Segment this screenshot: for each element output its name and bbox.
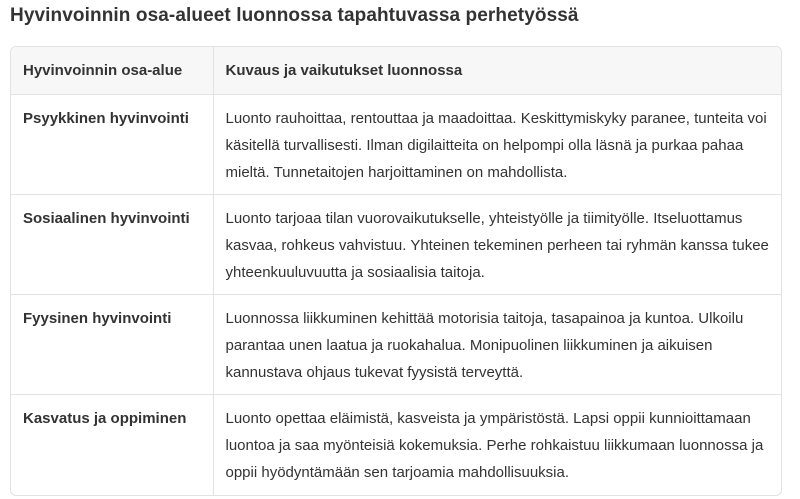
row-area-cell: Kasvatus ja oppiminen	[11, 395, 213, 495]
wellbeing-table-container	[10, 46, 782, 496]
table-header-row	[11, 47, 781, 95]
row-area-cell: Sosiaalinen hyvinvointi	[11, 195, 213, 295]
table-row	[11, 395, 781, 495]
wellbeing-table	[11, 47, 781, 495]
table-row	[11, 95, 781, 195]
column-header-area: Hyvinvoinnin osa-alue	[11, 47, 213, 95]
row-description-cell: Luonto tarjoaa tilan vuorovaikutukselle, yhteistyölle ja tiimityölle. Itseluottamus kasvaa, rohkeus vahvistuu. Yhteinen tekeminen perheen tai ryhmän kanssa tukee yhteenkuuluvuutta ja sosiaalisia taitoja.	[213, 195, 781, 295]
table-body	[11, 95, 781, 495]
table-row	[11, 195, 781, 295]
row-area-cell: Psyykkinen hyvinvointi	[23, 110, 189, 127]
column-header-description: Kuvaus ja vaikutukset luonnossa	[213, 47, 781, 95]
table-header	[11, 47, 781, 95]
table-row	[11, 295, 781, 395]
row-description-cell: Luonto rauhoittaa, rentouttaa ja maadoittaa. Keskittymiskyky paranee, tunteita voi käsitellä turvallisesti. Ilman digilaitteita on helpompi olla läsnä ja purkaa pahaa mieltä. Tunnetaitojen harjoittaminen on mahdollista.	[213, 95, 781, 195]
row-area-cell: Fyysinen hyvinvointi	[11, 295, 213, 395]
row-description-cell: Luonnossa liikkuminen kehittää motorisia taitoja, tasapainoa ja kuntoa. Ulkoilu parantaa unen laatua ja ruokahalua. Monipuolinen liikkuminen ja aikuisen kannustava ohjaus tukevat fyysistä terveyttä.	[213, 295, 781, 395]
row-description-cell: Luonto opettaa eläimistä, kasveista ja ympäristöstä. Lapsi oppii kunnioittamaan luontoa ja saa myönteisiä kokemuksia. Perhe rohkaistuu liikkumaan luonnossa ja oppii hyödyntämään sen tarjoamia mahdollisuuksia.	[213, 395, 781, 495]
page-title: Hyvinvoinnin osa-alueet luonnossa tapahtuvassa perhetyössä	[10, 5, 579, 26]
